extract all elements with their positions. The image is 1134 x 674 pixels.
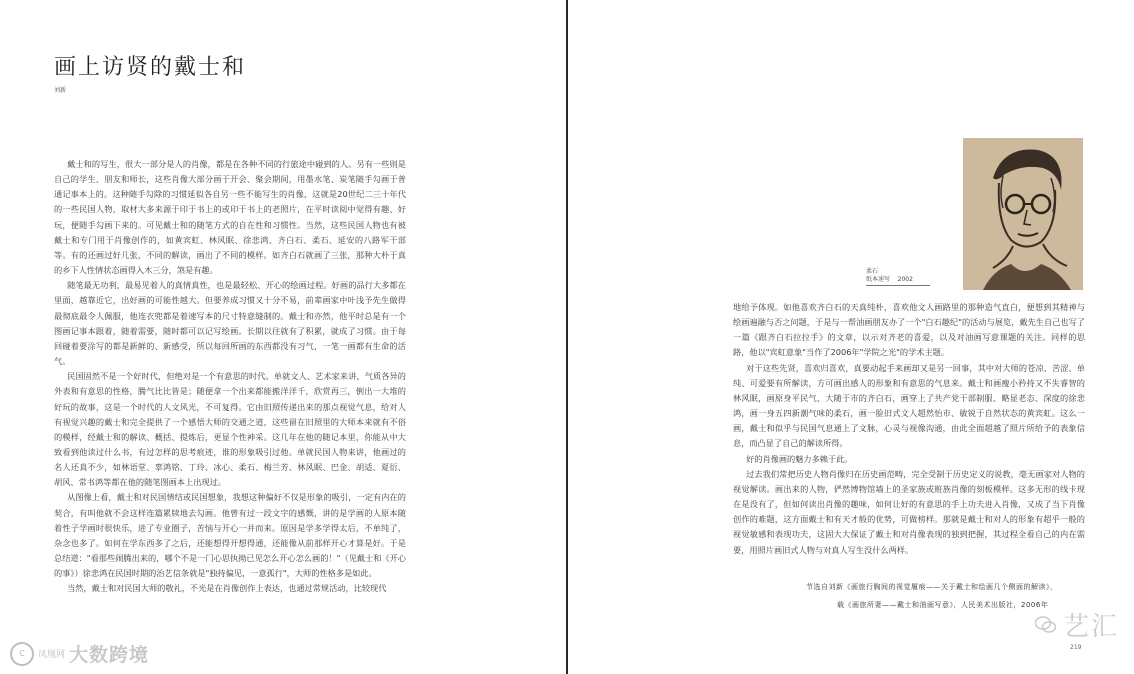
body-paragraph: 随笔最无功利，最易见着人的真情真性，也是最轻松、开心的绘画过程。好画的品行大多都在里面，越靠近它，出好画的可能性越大。但要养成习惯又十分不易，前辈画家中叶浅予先生做得最彻底最令人佩服，他连衣兜都是着速写本的尺寸特意缝制的。戴士和亦然，他平时总是有一个图画记事本跟着，随着需要，随时都可以记写绘画。长期以往就有了积累，就成了习惯。由于每回碰着要涂写的都是新鲜的、新感受，所以每回所画的东西都没有习气，一笔一画都有生命的活气。	[54, 280, 406, 367]
caption-year: 2002	[897, 276, 913, 283]
body-paragraph: 民国固然不是一个好时代，但绝对是一个有意思的时代。单就文人、艺术家来讲，气质各异的外表和有意思的性格，腾气比比皆是；随便拿一个出来都能搬洋洋千，欣赏再三，倒出一大堆的好玩的故事，这是一个时代的人文风光，不可复得。它由旧照传递出来的那点视觉气息，给对人有视觉兴趣的戴士和完全提供了一个感悟大师的交通之道，这些留在旧照里的大师本来就有不俗的模样，经戴士和的解读、概括、提炼后，更显个性神采。这几年在他的随记本里，你能从中大致看到他读过什么书，有过怎样的思考痕迹，谁的形象吸引过他。单就民国人物来讲，他画过的名人还真不少，如林语堂、辜鸿铭、丁玲、冰心、柔石、梅兰芳、林风眠、巴金、胡适、夏衍、胡风、常书鸿等都在他的随笔图画本上出现过。	[54, 371, 406, 488]
left-text-column	[54, 157, 406, 615]
body-paragraph: 对于这些先贤，喜欢归喜欢，真要动起手来画却又是另一回事，其中对大师的苍凉、苦涩、单纯、可爱要有所解读，方可画出感人的形象和有意思的气息来。戴士和画瘦小矜持又不失睿智的林风眠，画原身平民气、大随于市的齐白石，画穿上了共产党干部制服、略显老态、深度的徐悲鸿，画一身五四新潮气味的柔石，画一脸旧式文人超然怡市、敏锐于自然状态的黄宾虹。这么一画，戴士和似乎与民国气息通上了文脉，心灵与视像沟通，由此全面超越了照片所给予的表象信息，而凸显了自己的解读所得。	[733, 362, 1085, 449]
portrait-caption	[866, 268, 930, 286]
source-note-line2: 载《画旅所妻——戴士和油画写意》，人民美术出版社，2006年	[837, 601, 1049, 609]
body-paragraph: 戴士和的写生，很大一部分是人的肖像，都是在各种不同的行旅途中碰到的人。另有一些则是自己的学生、朋友和师长，这些肖像大部分画于开会、聚会期间，用墨水笔、炭笔随手勾画于普通记事本上的。这种随手勾除的习惯延似各自另一些不能写生的肖像，这就是20世纪二三十年代的一些民国人物，取材大多来源于印于书上的或印于书上的老照片，在平时读阅中觉得有趣、好玩，便随手勾画下来的。可见戴士和的随笔方式的自在性和习惯性。当然，这些民国人物也有被戴士和专门用于肖像创作的，如黄宾虹、林风眠、徐悲鸿、齐白石、柔石、延安的八路军干部等。有的还画过好几张，不同的解读，画出了不同的模样。如齐白石就画了三张，那种大朴于真的乡下人性情状态画得入木三分，煞是有趣。	[54, 159, 406, 276]
page-number: 219	[1070, 644, 1082, 651]
right-text-column	[733, 300, 1085, 565]
body-paragraph: 当然，戴士和对民国大师的敬礼，不光是在肖像创作上表达，也通过常规活动，比较现代	[67, 583, 387, 594]
source-note-line1: 节选自刘新《画旅行胸间的视觉履痕——关于戴士和绘画几个侧面的解读》，	[806, 583, 1058, 591]
book-spine	[566, 0, 568, 674]
watermark-logo-icon: C	[10, 642, 34, 666]
body-paragraph: 从图像上看，戴士和对民国情结或民国想象，我想这种偏好不仅是形象的吸引，一定有内在的契合，有叫他就不会这样连篇累牍地去勾画。他曾有过一段文字的感慨，讲的是学画的人原本随着性子学画时很快乐，进了专业圈子，苦恼与开心一并而来。原因是学多学得太后，不单纯了，杂念也多了。如何在学东西多了之后，还能想得开想得通，还能像从前那样开心才算是好。于是总结道："看那些闹腾出来的，哪个不是一门心思执拗已见怎么开心怎么画的！"（见戴士和《开心的事》）徐悲鸿在民国时期的治艺信条就是"独持偏见，一意孤行"，大师的性格多是如此。	[54, 492, 406, 579]
body-paragraph: 过去我们常把历史人物肖像归在历史画范畴，完全受制于历史定义的说教，毫无画家对人物的视觉解读。画出来的人物，俨然博物馆墙上的圣家族或赃族肖像的刻板模样。这多无形的线卡现在是没有了，但如何读出肖像的趣味，如何让好的有意思的手上功夫进入肖像，又成了当下肖像创作的难题，这方面戴士和有天才般的优势，可做榜样。那就是戴士和对人的形象有超乎一般的视觉敏感和表现功夫，这固大大保证了戴士和对肖像表现的独到把握，其过程全看自己的内在需要，用照片画旧式人物与对真人写生没什么两样。	[733, 468, 1085, 555]
wechat-icon	[1035, 616, 1057, 634]
caption-rule	[866, 285, 930, 286]
caption-detail: 纸本速写	[866, 276, 891, 283]
body-paragraph: 好的肖像画的魅力多赖于此。	[746, 453, 853, 464]
watermark-right-text: 艺汇	[1063, 612, 1120, 642]
watermark-brand: 凤凰网	[38, 650, 66, 660]
caption-name: 柔石	[866, 268, 879, 275]
body-paragraph: 地给予体现。如他喜欢齐白石的天真纯朴，喜欢他文人画路里的那种造气直白，便想到其精神与绘画遍融与否之问题，于是与一帮油画朋友办了一个"白石趣纪"的活动与展览，戴先生自己也写了一篇《跟齐白石拉拉手》的文章，以示对齐老的喜爱，以及对油画写意课题的关注。同样的思路，他以"宾虹意象"当作了2006年"学院之光"的学术主题。	[733, 302, 1085, 358]
portrait-sketch-drawing	[963, 138, 1083, 290]
article-title: 画上访贤的戴士和	[54, 55, 247, 80]
watermark-text: 大数跨境	[69, 644, 150, 666]
caption-detail-line	[866, 276, 930, 284]
author-name: 刘新	[54, 87, 67, 94]
watermark-right	[1035, 606, 1119, 643]
portrait-sketch-image	[963, 138, 1083, 290]
watermark-left	[10, 640, 149, 667]
